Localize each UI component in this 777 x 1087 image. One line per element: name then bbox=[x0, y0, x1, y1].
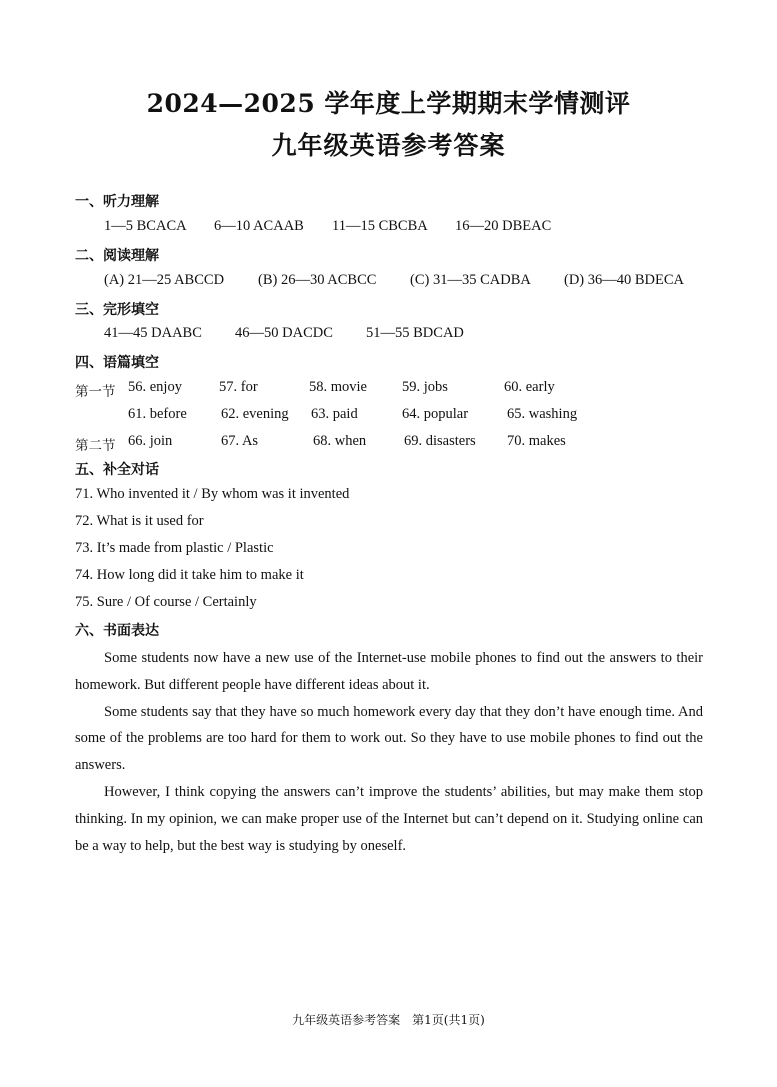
answer-group: 6—10 ACAAB bbox=[214, 218, 304, 234]
writing-sample bbox=[75, 645, 703, 859]
answer-item: 64. popular bbox=[402, 406, 469, 422]
answer-group: 1—5 BCACA bbox=[104, 218, 187, 234]
answer-group: (A) 21—25 ABCCD bbox=[104, 272, 225, 288]
answer-item: 70. makes bbox=[507, 433, 566, 449]
answer-item: 60. early bbox=[504, 379, 555, 395]
part-label: 第一节 bbox=[75, 384, 116, 400]
answer-group: 11—15 CBCBA bbox=[332, 218, 428, 234]
answer-group: 16—20 DBEAC bbox=[455, 218, 552, 234]
section-heading-listening: 一、听力理解 bbox=[75, 194, 159, 210]
part-label: 第二节 bbox=[75, 438, 116, 454]
answer-item: 62. evening bbox=[221, 406, 289, 422]
section-heading-writing: 六、书面表达 bbox=[75, 623, 159, 639]
section-heading-dialogue: 五、补全对话 bbox=[75, 462, 159, 478]
section-heading-passage-fill: 四、语篇填空 bbox=[75, 355, 159, 371]
answer-group: 51—55 BDCAD bbox=[366, 325, 464, 341]
answer-item: 56. enjoy bbox=[128, 379, 182, 395]
dialogue-answer: 73. It’s made from plastic / Plastic bbox=[75, 540, 274, 556]
answer-item: 63. paid bbox=[311, 406, 358, 422]
answer-item: 68. when bbox=[313, 433, 367, 449]
answer-item: 65. washing bbox=[507, 406, 578, 422]
answer-item: 61. before bbox=[128, 406, 187, 422]
answer-group: (D) 36—40 BDECA bbox=[564, 272, 685, 288]
answer-group: (B) 26—30 ACBCC bbox=[258, 272, 377, 288]
section-heading-reading: 二、阅读理解 bbox=[75, 248, 159, 264]
essay-paragraph: Some students now have a new use of the Internet-use mobile phones to find out the answers to their homework. But different people have different ideas about it. bbox=[75, 650, 703, 693]
answer-item: 67. As bbox=[221, 433, 259, 449]
section-heading-cloze: 三、完形填空 bbox=[75, 302, 159, 318]
dialogue-answer: 75. Sure / Of course / Certainly bbox=[75, 594, 257, 610]
answer-group: 41—45 DAABC bbox=[104, 325, 202, 341]
dialogue-answer: 74. How long did it take him to make it bbox=[75, 567, 304, 583]
answer-item: 69. disasters bbox=[404, 433, 476, 449]
answer-item: 57. for bbox=[219, 379, 258, 395]
answer-group: 46—50 DACDC bbox=[235, 325, 333, 341]
page-title: 2024—2025 学年度上学期期末学情测评 bbox=[146, 89, 631, 118]
page-footer: 九年级英语参考答案 第1页(共1页) bbox=[292, 1013, 485, 1027]
answer-item: 58. movie bbox=[309, 379, 367, 395]
essay-paragraph: However, I think copying the answers can’t improve the students’ abilities, but may make them stop thinking. In my opinion, we can make proper use of the Internet but can’t depend on it. Studying online can be a way to help, but the best way is studying by oneself. bbox=[75, 783, 703, 854]
answer-item: 66. join bbox=[128, 433, 173, 449]
essay-paragraph: Some students say that they have so much homework every day that they don’t have enough time. And some of the problems are too hard for them to work out. So they have to use mobile phones to find out the answers. bbox=[75, 703, 703, 774]
answer-item: 59. jobs bbox=[402, 379, 448, 395]
dialogue-answer: 71. Who invented it / By whom was it invented bbox=[75, 486, 350, 502]
answer-group: (C) 31—35 CADBA bbox=[410, 272, 531, 288]
dialogue-answer: 72. What is it used for bbox=[75, 513, 204, 529]
page-subtitle: 九年级英语参考答案 bbox=[271, 131, 506, 160]
